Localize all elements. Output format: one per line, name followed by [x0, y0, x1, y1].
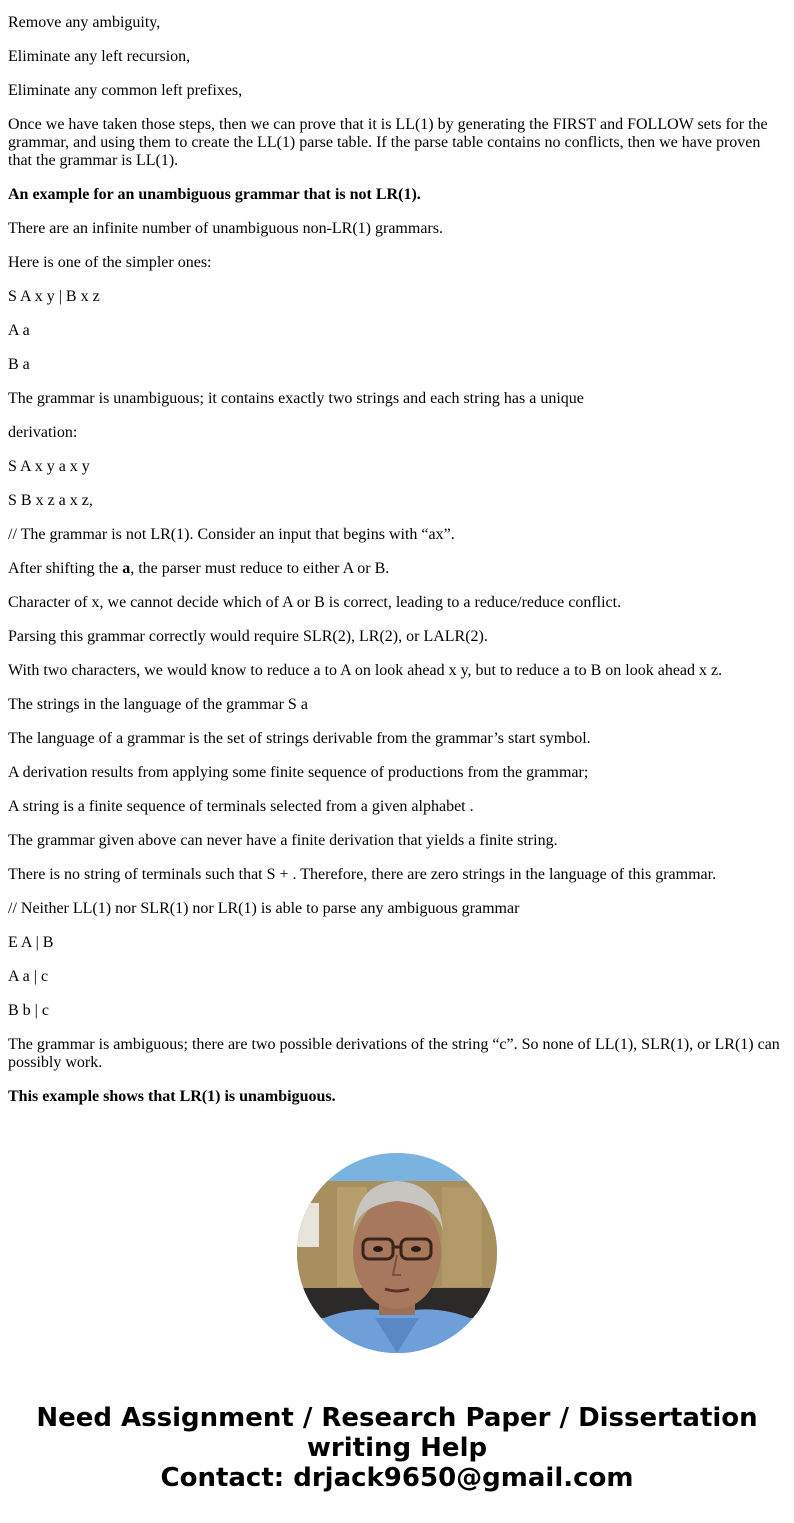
paragraph: Here is one of the simpler ones: — [8, 254, 212, 271]
paragraph: // Neither LL(1) nor SLR(1) nor LR(1) is able to parse any ambiguous grammar — [8, 900, 520, 917]
author-avatar — [297, 1153, 497, 1353]
paragraph: The grammar is unambiguous; it contains exactly two strings and each string has a unique — [8, 390, 584, 407]
promo-banner — [0, 1403, 794, 1493]
derivation: S B x z a x z, — [8, 492, 93, 509]
paragraph: The language of a grammar is the set of strings derivable from the grammar’s start symbol. — [8, 730, 591, 747]
paragraph: A string is a finite sequence of terminals selected from a given alphabet . — [8, 798, 474, 815]
grammar-rule: E A | B — [8, 934, 54, 951]
grammar-rule: B b | c — [8, 1002, 49, 1019]
paragraph: There are an infinite number of unambiguous non-LR(1) grammars. — [8, 220, 443, 237]
grammar-rule: S A x y | B x z — [8, 288, 100, 305]
paragraph: The grammar is ambiguous; there are two possible derivations of the string “c”. So none of LL(1), SLR(1), or LR(1) can possibly work. — [8, 1036, 780, 1071]
paragraph: Remove any ambiguity, — [8, 14, 161, 31]
grammar-rule: A a | c — [8, 968, 49, 985]
conclusion-heading: This example shows that LR(1) is unambiguous. — [8, 1088, 336, 1105]
text-span: After shifting the — [8, 560, 123, 577]
paragraph: The strings in the language of the grammar S a — [8, 696, 308, 713]
promo-line: writing Help — [306, 1433, 488, 1463]
paragraph: // The grammar is not LR(1). Consider an input that begins with “ax”. — [8, 526, 455, 543]
grammar-rule: B a — [8, 356, 30, 373]
promo-line: Need Assignment / Research Paper / Dissertation — [36, 1403, 758, 1433]
paragraph: Parsing this grammar correctly would require SLR(2), LR(2), or LALR(2). — [8, 628, 488, 645]
person-photo-icon — [297, 1153, 497, 1353]
grammar-rule: A a — [8, 322, 30, 339]
bold-term: a — [122, 560, 131, 577]
paragraph: derivation: — [8, 424, 78, 441]
section-heading: An example for an unambiguous grammar that is not LR(1). — [8, 186, 421, 203]
paragraph — [8, 560, 786, 578]
text-span: , the parser must reduce to either A or B. — [130, 560, 390, 577]
paragraph: There is no string of terminals such that S + . Therefore, there are zero strings in the language of this grammar. — [8, 866, 717, 883]
paragraph: Eliminate any common left prefixes, — [8, 82, 243, 99]
paragraph: A derivation results from applying some finite sequence of productions from the grammar; — [8, 764, 589, 781]
paragraph: Once we have taken those steps, then we can prove that it is LL(1) by generating the FIRST and FOLLOW sets for the grammar, and using them to create the LL(1) parse table. If the parse table contains no conflicts, then we have proven that the grammar is LL(1). — [8, 116, 768, 169]
derivation: S A x y a x y — [8, 458, 90, 475]
paragraph: Character of x, we cannot decide which of A or B is correct, leading to a reduce/reduce conflict. — [8, 594, 622, 611]
paragraph: The grammar given above can never have a finite derivation that yields a finite string. — [8, 832, 558, 849]
paragraph: Eliminate any left recursion, — [8, 48, 191, 65]
paragraph: With two characters, we would know to reduce a to A on look ahead x y, but to reduce a to B on look ahead x z. — [8, 662, 723, 679]
contact-email: Contact: drjack9650@gmail.com — [160, 1463, 634, 1493]
